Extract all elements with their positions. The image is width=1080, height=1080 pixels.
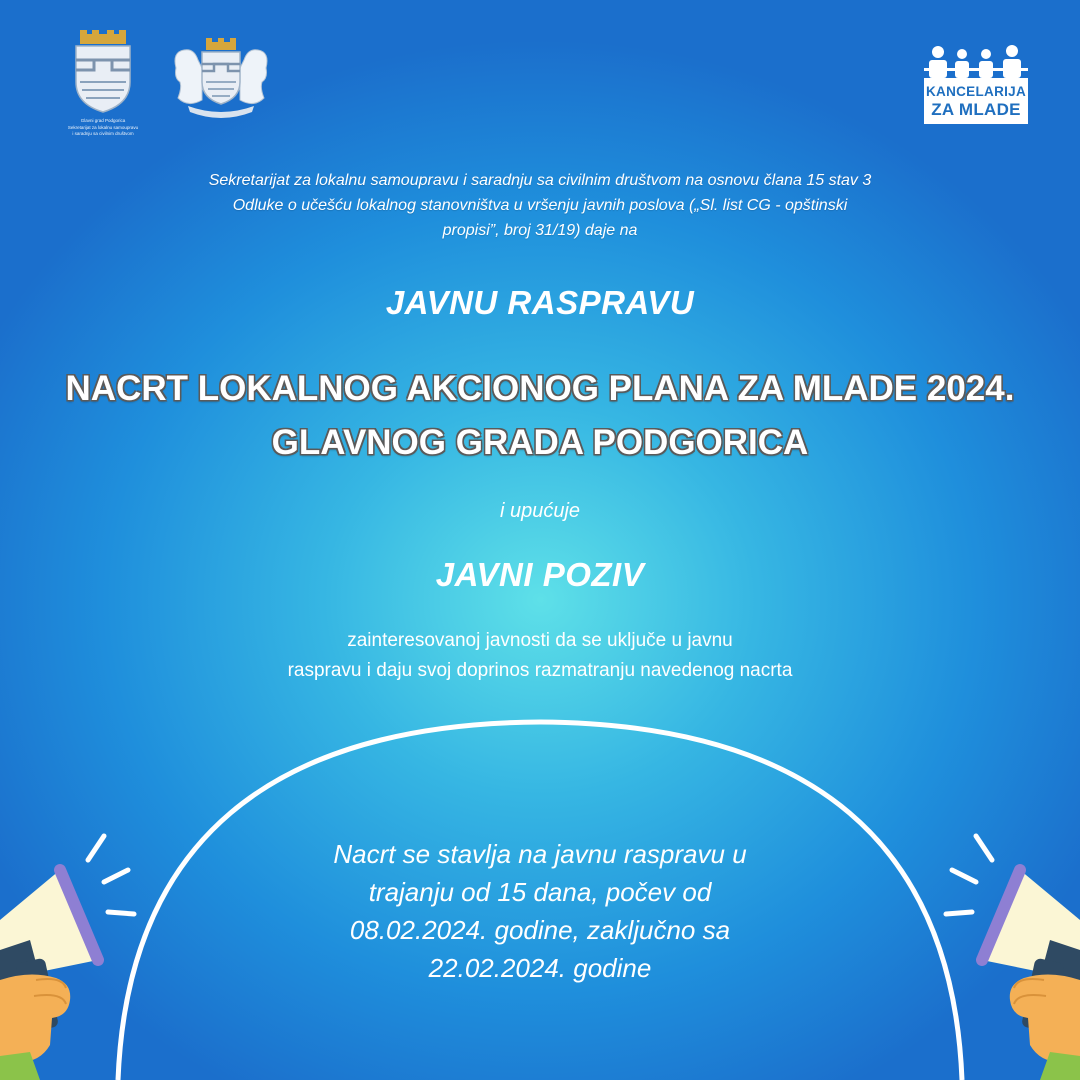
heading-javnu-raspravu: JAVNU RASPRAVU [385,284,695,321]
notice-line-4: 22.02.2024. godine [428,953,652,983]
connector-text: i upućuje [499,500,581,522]
coat-caption-line3: i saradnju sa civilnim društvom [72,131,134,136]
megaphone-left-icon [0,830,140,1080]
coat-caption-line2: Sekretarijat za lokalnu samoupravu [67,125,139,130]
intro-line-3: propisi”, broj 31/19) daje na [442,222,638,239]
description-line-1: zainteresovanoj javnosti da se uključe u javnu [347,630,733,651]
heading-javni-poziv: JAVNI POZIV [435,556,645,593]
za-mlade-text: ZA MLADE [931,100,1021,119]
public-consultation-notice [250,835,830,987]
notice-line-2: trajanju od 15 dana, počev od [368,877,712,907]
notice-line-3: 08.02.2024. godine, zaključno sa [349,915,731,945]
megaphone-right-icon [940,830,1080,1080]
description-line-2: raspravu i daju svoj doprinos razmatranju navedenog nacrta [287,660,793,681]
coat-caption-line1: Glavni grad Podgorica [80,118,126,123]
kancelarija-text: KANCELARIJA [925,84,1027,99]
title-line-1: NACRT LOKALNOG AKCIONOG PLANA ZA MLADE 2024. [65,369,1015,408]
intro-line-1: Sekretarijat za lokalnu samoupravu i saradnju sa civilnim društvom na osnovu člana 15 stav 3 [208,172,872,189]
title-line-2: GLAVNOG GRADA PODGORICA [271,423,809,462]
intro-line-2: Odluke o učešću lokalnog stanovništva u vršenju javnih poslova („Sl. list CG - opštinski [232,197,848,214]
notice-line-1: Nacrt se stavlja na javnu raspravu u [333,839,747,869]
